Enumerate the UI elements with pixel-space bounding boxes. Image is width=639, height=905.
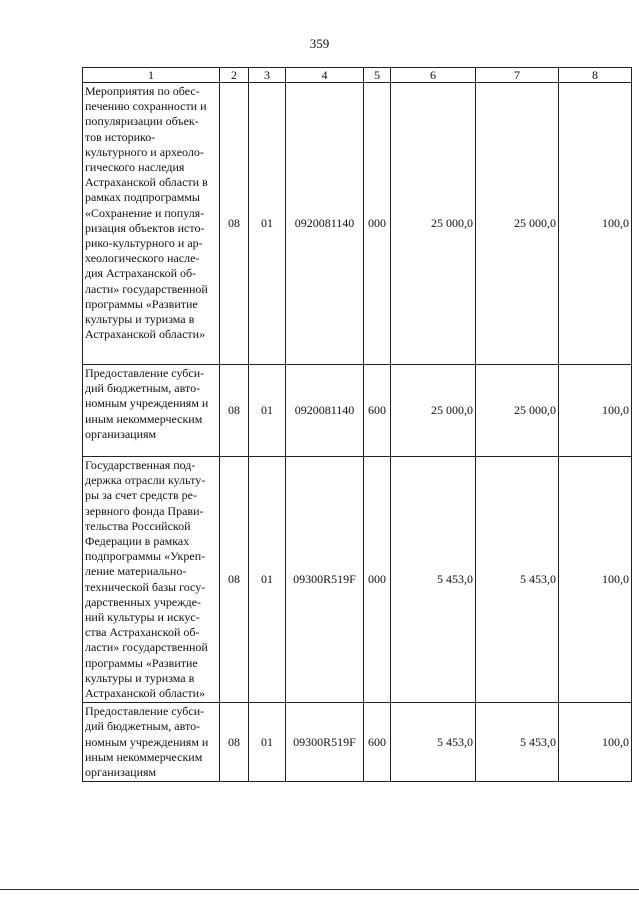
- item-name-line: номным учреждениям и: [85, 734, 209, 749]
- execution-percent: 100,0: [559, 365, 632, 457]
- expense-type-code: 000: [364, 83, 391, 365]
- item-name-line: тов историко-: [85, 129, 156, 144]
- header-cell: 2: [220, 68, 249, 83]
- item-name-line: тельства Российской: [85, 518, 191, 533]
- header-cell: 4: [286, 68, 364, 83]
- section-code: 08: [220, 703, 249, 782]
- header-cell: 5: [364, 68, 391, 83]
- item-name-cell: [83, 703, 220, 782]
- item-name-line: культуры и туризма в: [85, 312, 195, 327]
- header-cell: 6: [391, 68, 476, 83]
- item-name-line: ризация объектов исто-: [85, 220, 205, 235]
- item-name-line: программы «Развитие: [85, 655, 198, 670]
- item-name-line: Федерации в рамках: [85, 534, 190, 549]
- page-number: 359: [309, 36, 330, 51]
- item-name-line: программы «Развитие: [85, 296, 198, 311]
- item-name-line: рамках подпрограммы: [85, 190, 200, 205]
- item-name-line: дий бюджетным, авто-: [85, 381, 201, 396]
- section-code: 08: [220, 83, 249, 365]
- header-cell: 7: [476, 68, 559, 83]
- subsection-code: 01: [249, 703, 286, 782]
- header-cell: 1: [83, 68, 220, 83]
- subsection-code: 01: [249, 365, 286, 457]
- item-name-line: культурного и археоло-: [85, 144, 204, 159]
- item-name-line: ний культуры и искус-: [85, 610, 200, 625]
- actual-amount: 5 453,0: [476, 703, 559, 782]
- target-article-code: 09300R519F: [286, 703, 364, 782]
- actual-amount: 25 000,0: [476, 365, 559, 457]
- plan-amount: 5 453,0: [391, 703, 476, 782]
- plan-amount: 5 453,0: [391, 457, 476, 703]
- plan-amount: 25 000,0: [391, 83, 476, 365]
- expense-type-code: 600: [364, 703, 391, 782]
- item-name-line: подпрограммы «Укреп-: [85, 549, 206, 564]
- item-name-line: рико-культурного и ар-: [85, 236, 203, 251]
- plan-amount: 25 000,0: [391, 365, 476, 457]
- expense-type-code: 000: [364, 457, 391, 703]
- item-name-line: организациям: [85, 426, 157, 441]
- item-name-line: ление материально-: [85, 564, 187, 579]
- item-name-line: Астраханской области в: [85, 175, 208, 190]
- target-article-code: 0920081140: [286, 83, 364, 365]
- item-name-line: организациям: [85, 765, 157, 780]
- item-name-line: Мероприятия по обес-: [85, 84, 200, 98]
- execution-percent: 100,0: [559, 83, 632, 365]
- table-row: [83, 703, 632, 782]
- item-name-line: технической базы госу-: [85, 579, 206, 594]
- section-code: 08: [220, 365, 249, 457]
- item-name-line: хеологического насле-: [85, 251, 200, 266]
- section-code: 08: [220, 457, 249, 703]
- item-name-line: ласти» государственной: [85, 640, 208, 655]
- item-name-cell: [83, 457, 220, 703]
- item-name-line: дарственных учрежде-: [85, 594, 201, 609]
- item-name-cell: [83, 365, 220, 457]
- target-article-code: 09300R519F: [286, 457, 364, 703]
- item-name-line: иным некоммерческим: [85, 411, 203, 426]
- item-name-line: культуры и туризма в: [85, 670, 195, 685]
- item-name-line: Государственная под-: [85, 458, 196, 472]
- header-row: [83, 68, 632, 83]
- target-article-code: 0920081140: [286, 365, 364, 457]
- item-name-line: зервного фонда Прави-: [85, 503, 204, 518]
- item-name-line: Астраханской области»: [85, 686, 206, 701]
- expense-type-code: 600: [364, 365, 391, 457]
- bottom-rule: [0, 889, 639, 890]
- item-name-line: Предоставление субси-: [85, 704, 205, 719]
- item-name-line: дий бюджетным, авто-: [85, 719, 201, 734]
- item-name-line: популяризации объек-: [85, 114, 199, 129]
- table-row: [83, 365, 632, 457]
- item-name-line: гического наследия: [85, 160, 185, 175]
- item-name-line: Предоставление субси-: [85, 366, 205, 380]
- subsection-code: 01: [249, 457, 286, 703]
- table-row: [83, 83, 632, 365]
- item-name-line: печению сохранности и: [85, 99, 207, 114]
- item-name-line: номным учреждениям и: [85, 396, 209, 411]
- item-name-line: держка отрасли культу-: [85, 473, 206, 488]
- item-name-line: ства Астраханской об-: [85, 625, 200, 640]
- actual-amount: 5 453,0: [476, 457, 559, 703]
- item-name-line: Астраханской области»: [85, 327, 206, 342]
- actual-amount: 25 000,0: [476, 83, 559, 365]
- item-name-line: ласти» государственной: [85, 281, 208, 296]
- subsection-code: 01: [249, 83, 286, 365]
- item-name-cell: [83, 83, 220, 365]
- budget-table: [82, 67, 632, 782]
- item-name-line: иным некоммерческим: [85, 749, 203, 764]
- item-name-line: дия Астраханской об-: [85, 266, 197, 281]
- execution-percent: 100,0: [559, 703, 632, 782]
- execution-percent: 100,0: [559, 457, 632, 703]
- header-cell: 3: [249, 68, 286, 83]
- item-name-line: «Сохранение и популя-: [85, 205, 205, 220]
- header-cell: 8: [559, 68, 632, 83]
- table-row: [83, 457, 632, 703]
- item-name-line: ры за счет средств ре-: [85, 488, 197, 503]
